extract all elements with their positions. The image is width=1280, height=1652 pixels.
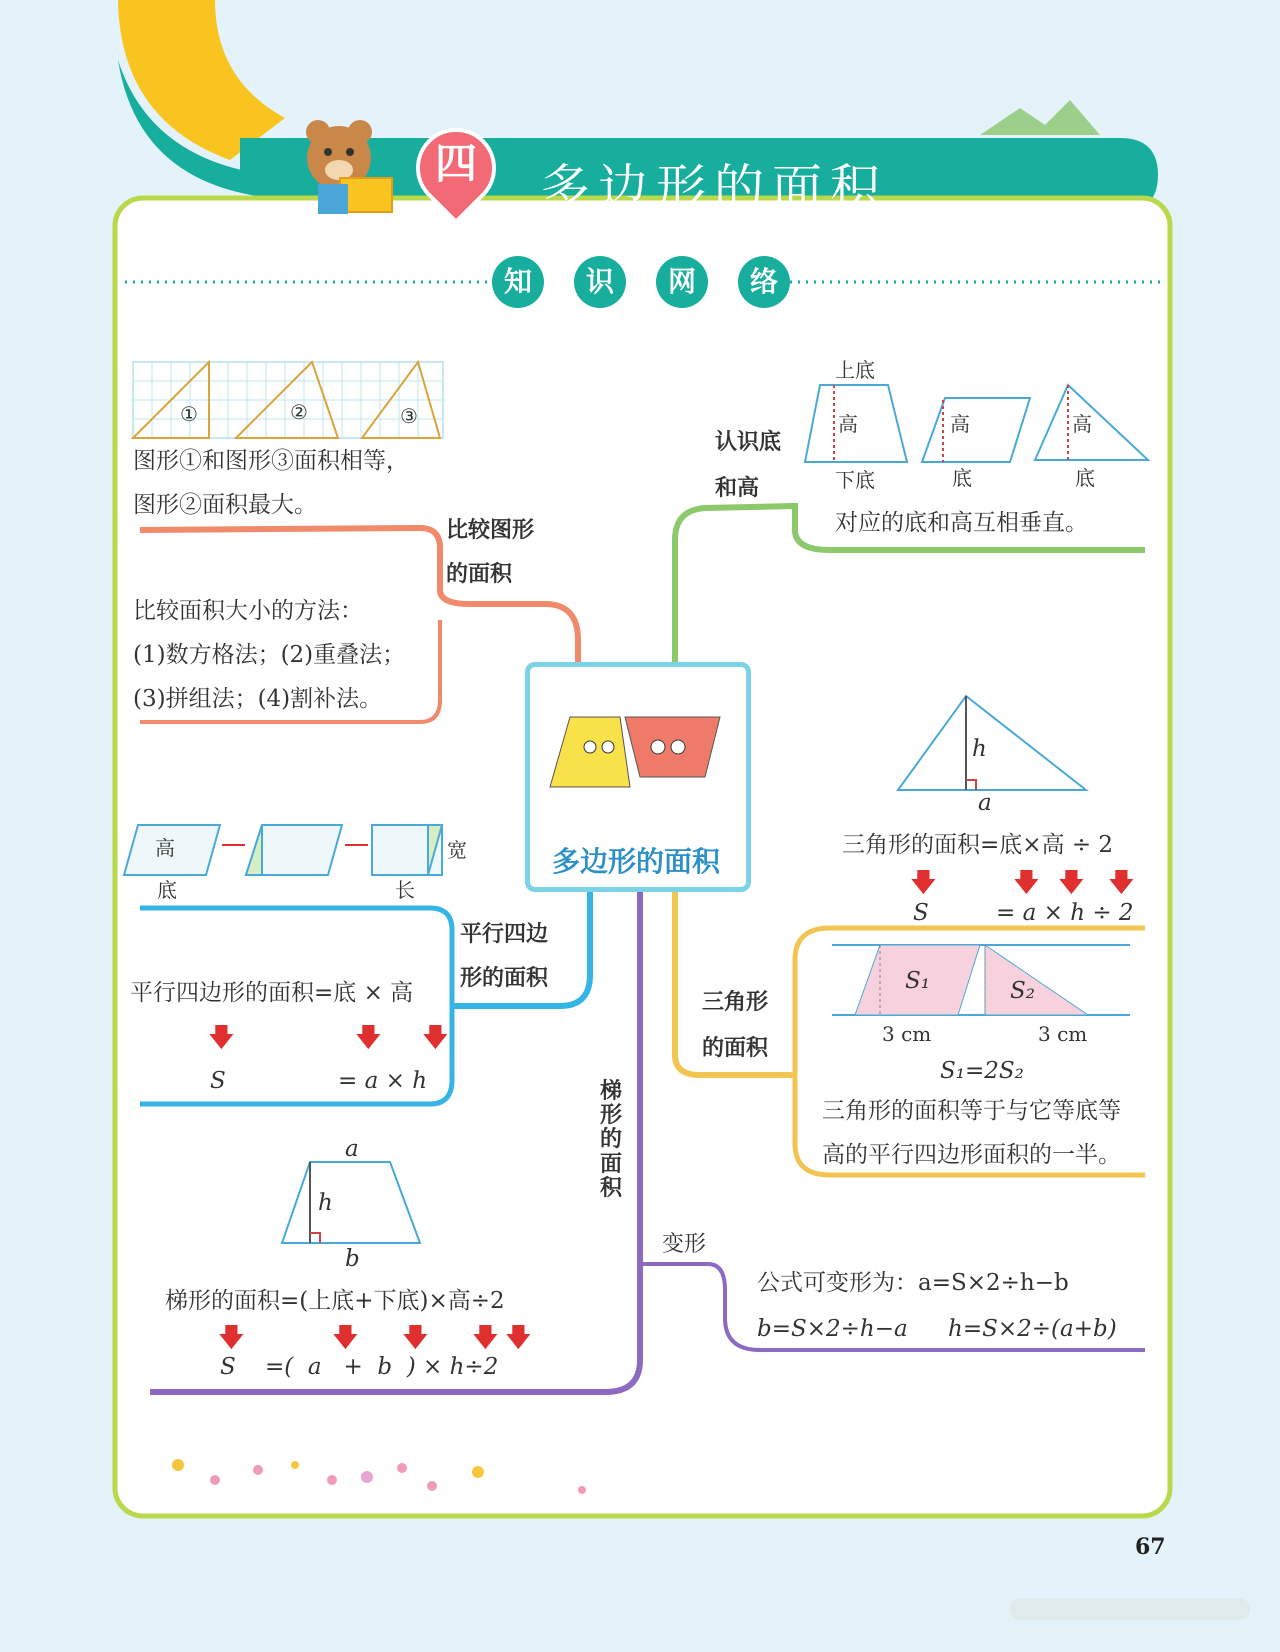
section-char-3: 网	[656, 256, 708, 308]
chapter-number: 四	[434, 139, 477, 188]
section-char-4: 络	[738, 256, 790, 308]
arrow-down-icon: 🡇	[332, 1323, 359, 1353]
tri-formula: 三角形的面积=底×高 ÷ 2	[842, 832, 1114, 858]
grid-label-3: ③	[400, 404, 418, 428]
grid-label-2: ②	[290, 400, 308, 424]
trap-sym: S =( a + b ) × h÷2	[220, 1354, 499, 1380]
section-char-1: 知	[492, 256, 544, 308]
trap-h-label: h	[318, 1190, 333, 1216]
height-label-2: 高	[950, 412, 970, 436]
branch-tri-label-1: 三角形	[702, 990, 769, 1015]
method-title: 比较面积大小的方法：	[133, 598, 363, 624]
deform-label: 变形	[662, 1232, 707, 1257]
s1-label: S₁	[905, 968, 930, 994]
para-formula: 平行四边形的面积=底 × 高	[130, 980, 414, 1006]
arrow-down-icon: 🡇	[1108, 868, 1135, 898]
deform-line-3: h=S×2÷(a+b)	[948, 1316, 1117, 1342]
compare-text-2: 图形②面积最大。	[133, 492, 317, 518]
para-sym-rest: = a × h	[338, 1068, 428, 1094]
trap-formula: 梯形的面积=(上底+下底)×高÷2	[165, 1288, 505, 1314]
para-sym-s: S	[210, 1068, 226, 1094]
tri-note-1: 三角形的面积等于与它等底等	[822, 1098, 1121, 1124]
branch-tri-label-2: 的面积	[702, 1036, 769, 1061]
branch-compare-label-1: 比较图形	[446, 518, 535, 543]
method-line-2: (3)拼组法；(4)割补法。	[133, 686, 383, 712]
para-height-label: 高	[155, 836, 175, 860]
bottom-base-label: 下底	[835, 468, 875, 492]
height-label-3: 高	[1072, 412, 1092, 436]
compare-text-1: 图形①和图形③面积相等，	[133, 448, 409, 474]
s-relation: S₁=2S₂	[940, 1058, 1024, 1084]
trap-a-label: a	[345, 1136, 359, 1162]
section-char-2: 识	[574, 256, 626, 308]
arrow-down-icon: 🡇	[910, 868, 937, 898]
para-length-label: 长	[395, 878, 415, 902]
yellow-swoosh	[118, 0, 285, 160]
arrow-down-icon: 🡇	[472, 1323, 499, 1353]
trap-b-label: b	[345, 1246, 360, 1272]
bottom-watermark-bar	[1010, 1598, 1250, 1620]
branch-compare-label-2: 的面积	[446, 562, 513, 587]
para-width-label: 宽	[447, 838, 467, 862]
base-label-2: 底	[952, 466, 972, 490]
tri-sym-s: S	[913, 900, 929, 926]
branch-base-label-2: 和高	[715, 476, 760, 501]
page-number: 67	[1135, 1534, 1166, 1560]
page-title: 多边形的面积	[540, 159, 888, 217]
tri-sym-rest: = a × h ÷ 2	[996, 900, 1134, 926]
s2-label: S₂	[1010, 978, 1035, 1004]
method-line-1: (1)数方格法；(2)重叠法；	[133, 642, 406, 668]
tri-a-label: a	[978, 790, 992, 816]
branch-trap-label: 梯形的面积	[600, 1079, 623, 1201]
base-label-3: 底	[1075, 466, 1095, 490]
arrow-down-icon: 🡇	[355, 1023, 382, 1053]
arrow-down-icon: 🡇	[208, 1023, 235, 1053]
shape-characters	[530, 667, 746, 847]
base-height-note: 对应的底和高互相垂直。	[835, 510, 1088, 536]
height-label-1: 高	[838, 412, 858, 436]
arrow-down-icon: 🡇	[1058, 868, 1085, 898]
arrow-down-icon: 🡇	[402, 1323, 429, 1353]
arrow-down-icon: 🡇	[1013, 868, 1040, 898]
cm-label-1: 3 cm	[882, 1022, 932, 1046]
tri-note-2: 高的平行四边形面积的一半。	[822, 1142, 1121, 1168]
branch-base-label-1: 认识底	[715, 430, 782, 455]
cm-label-2: 3 cm	[1038, 1022, 1088, 1046]
tri-h-label: h	[972, 736, 987, 762]
arrow-down-icon: 🡇	[218, 1323, 245, 1353]
center-title: 多边形的面积	[551, 845, 720, 878]
top-base-label: 上底	[835, 358, 875, 382]
branch-para-label-2: 形的面积	[460, 966, 549, 991]
deform-line-1: 公式可变形为：a=S×2÷h−b	[757, 1270, 1069, 1296]
branch-para-label-1: 平行四边	[460, 922, 549, 947]
arrow-down-icon: 🡇	[422, 1023, 449, 1053]
para-base-label: 底	[157, 878, 177, 902]
arrow-down-icon: 🡇	[505, 1323, 532, 1353]
mountains	[980, 100, 1100, 135]
deform-line-2: b=S×2÷h−a	[757, 1316, 908, 1342]
grid-label-1: ①	[180, 402, 198, 426]
